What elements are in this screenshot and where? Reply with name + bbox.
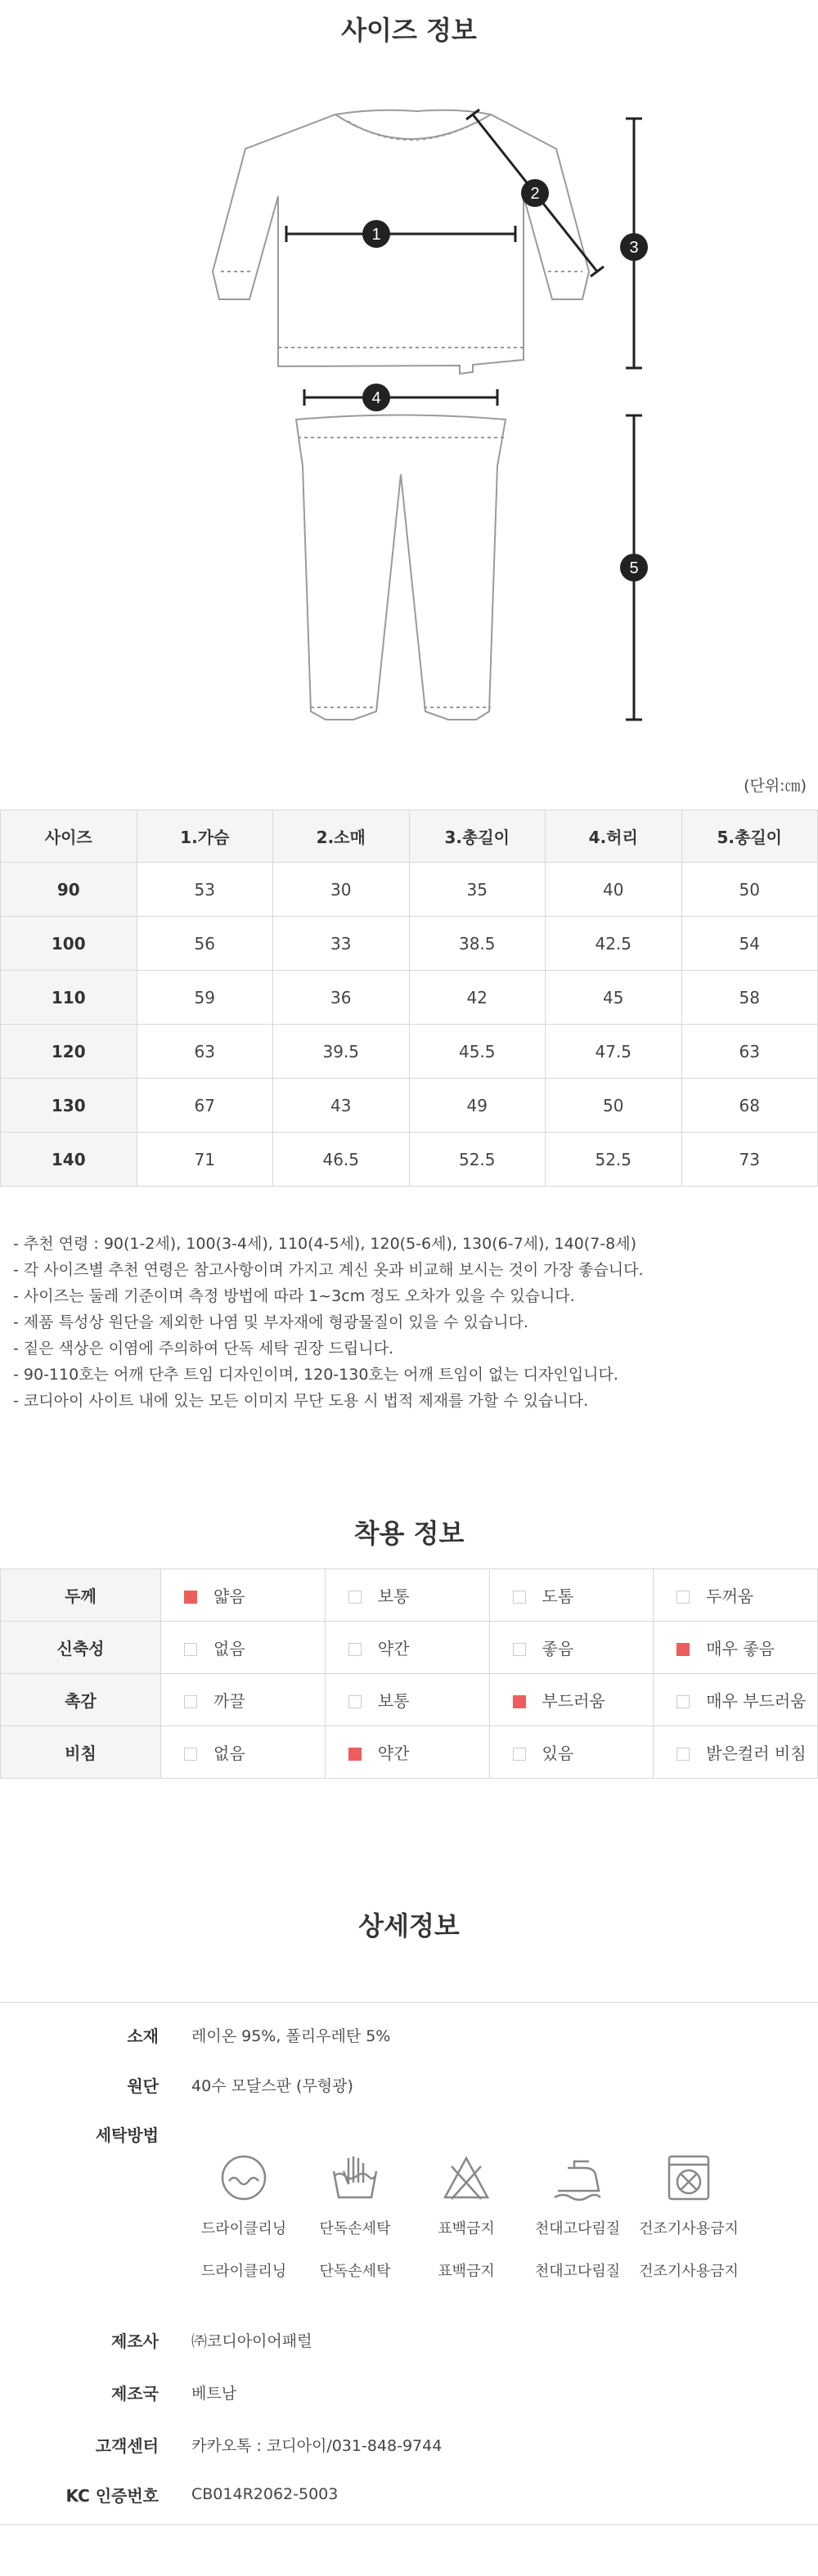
option-label: 좋음 <box>542 1639 574 1658</box>
note-line: - 제품 특성상 원단을 제외한 나염 및 부자재에 형광물질이 있을 수 있습니다. <box>13 1313 528 1331</box>
care-item <box>299 2152 411 2281</box>
table-row <box>1 863 818 917</box>
wear-option <box>489 1569 654 1622</box>
wear-option <box>489 1622 654 1674</box>
marker-3: 3 <box>629 239 639 257</box>
care-item <box>411 2152 522 2281</box>
table-cell: 45.5 <box>409 1025 546 1079</box>
col-header: 3.총길이 <box>409 810 546 863</box>
wear-info-title: 착용 정보 <box>353 1518 465 1549</box>
wear-row-sheerness <box>1 1726 818 1779</box>
table-cell: 39.5 <box>273 1025 410 1079</box>
wear-option <box>325 1726 489 1779</box>
iron-cloth-icon <box>551 2152 604 2204</box>
option-label: 까끌 <box>213 1691 245 1711</box>
detail-value: 레이온 95%, 폴리우레탄 5% <box>191 2026 391 2045</box>
option-label: 매우 부드러움 <box>706 1691 807 1711</box>
checkbox-checked <box>513 1695 526 1708</box>
care-label-2: 표백금지 <box>438 2263 495 2280</box>
col-header: 2.소매 <box>273 810 410 863</box>
option-label: 약간 <box>377 1639 410 1658</box>
hand-wash-icon <box>329 2152 381 2204</box>
table-cell: 63 <box>137 1025 273 1079</box>
detail-value: ㈜코디아이어패럴 <box>191 2331 312 2350</box>
note-line: - 짙은 색상은 이염에 주의하여 단독 세탁 권장 드립니다. <box>13 1340 394 1358</box>
note-line: - 90-110호는 어깨 단추 트임 디자인이며, 120-130호는 어깨 트임이 없는 디자인입니다. <box>13 1366 618 1384</box>
table-cell: 63 <box>681 1025 818 1079</box>
checkbox <box>513 1591 526 1604</box>
detail-info-title: 상세정보 <box>358 1910 460 1941</box>
col-header: 1.가슴 <box>137 810 273 863</box>
note-line: - 추천 연령 : 90(1-2세), 100(3-4세), 110(4-5세), 120(5-6세), 130(6-7세), 140(7-8세) <box>13 1235 637 1253</box>
no-bleach-icon <box>440 2152 492 2204</box>
table-cell: 30 <box>273 863 410 917</box>
checkbox-checked <box>184 1591 197 1604</box>
checkbox <box>184 1695 197 1708</box>
table-row <box>1 1133 818 1187</box>
checkbox-checked <box>676 1643 690 1656</box>
detail-row-material <box>0 2003 818 2058</box>
note-line: - 사이즈는 둘레 기준이며 측정 방법에 따라 1~3cm 정도 오차가 있을 수 있습니다. <box>13 1287 575 1305</box>
table-row <box>1 917 818 971</box>
wear-option <box>161 1569 326 1622</box>
wear-option <box>654 1674 818 1726</box>
size-cell: 130 <box>1 1079 137 1133</box>
option-label: 부드러움 <box>542 1691 605 1711</box>
detail-row-country <box>0 2366 818 2418</box>
table-cell: 40 <box>546 863 682 917</box>
detail-label: 세탁방법 <box>95 2125 159 2145</box>
col-header: 4.허리 <box>546 810 682 863</box>
pants-outline <box>296 415 506 720</box>
col-header: 사이즈 <box>1 810 137 863</box>
col-header: 5.총길이 <box>681 810 818 863</box>
care-icons <box>188 2152 744 2281</box>
checkbox <box>676 1748 690 1761</box>
table-cell: 52.5 <box>546 1133 682 1187</box>
table-cell: 54 <box>681 917 818 971</box>
size-table-header <box>1 810 818 863</box>
option-label: 약간 <box>377 1744 410 1763</box>
care-label-2: 건조기사용금지 <box>639 2263 739 2280</box>
care-label-2: 드라이클리닝 <box>200 2263 287 2280</box>
table-cell: 42.5 <box>546 917 682 971</box>
table-cell: 50 <box>546 1079 682 1133</box>
table-cell: 47.5 <box>546 1025 682 1079</box>
checkbox-checked <box>348 1748 362 1761</box>
checkbox <box>348 1591 362 1604</box>
checkbox <box>184 1748 197 1761</box>
checkbox <box>184 1643 197 1656</box>
wear-row-texture <box>1 1674 818 1726</box>
wear-row-label: 두께 <box>1 1569 161 1622</box>
table-cell: 50 <box>681 863 818 917</box>
option-label: 밝은컬러 비침 <box>706 1744 807 1763</box>
option-label: 없음 <box>213 1744 245 1763</box>
wear-option <box>325 1569 489 1622</box>
detail-label: 원단 <box>127 2076 159 2096</box>
table-cell: 53 <box>137 863 273 917</box>
size-info-title: 사이즈 정보 <box>341 15 477 46</box>
care-item <box>633 2152 744 2281</box>
no-tumble-dry-icon <box>663 2152 715 2204</box>
detail-label: 고객센터 <box>95 2435 159 2456</box>
table-cell: 36 <box>273 971 410 1025</box>
wear-row-label: 비침 <box>1 1726 161 1779</box>
wear-row-thickness <box>1 1569 818 1622</box>
note-line: - 각 사이즈별 추천 연령은 참고사항이며 가지고 계신 옷과 비교해 보시는 것이 가장 좋습니다. <box>13 1261 644 1279</box>
care-label: 드라이클리닝 <box>200 2220 287 2237</box>
table-cell: 43 <box>273 1079 410 1133</box>
detail-table <box>0 2002 818 2525</box>
table-cell: 33 <box>273 917 410 971</box>
table-cell: 71 <box>137 1133 273 1187</box>
table-cell: 58 <box>681 971 818 1025</box>
detail-row-maker <box>0 2313 818 2366</box>
table-cell: 52.5 <box>409 1133 546 1187</box>
table-cell: 73 <box>681 1133 818 1187</box>
care-item <box>188 2152 299 2281</box>
marker-1: 1 <box>371 226 381 244</box>
care-label: 표백금지 <box>438 2220 495 2237</box>
wear-option <box>161 1674 326 1726</box>
detail-label: 제조국 <box>111 2383 159 2403</box>
option-label: 매우 좋음 <box>706 1639 775 1658</box>
checkbox <box>348 1643 362 1656</box>
marker-4: 4 <box>371 389 381 407</box>
wear-option <box>654 1622 818 1674</box>
care-label: 건조기사용금지 <box>639 2220 739 2237</box>
wear-option <box>161 1726 326 1779</box>
size-cell: 90 <box>1 863 137 917</box>
wear-row-label: 촉감 <box>1 1674 161 1726</box>
table-cell: 49 <box>409 1079 546 1133</box>
table-cell: 38.5 <box>409 917 546 971</box>
table-row <box>1 1079 818 1133</box>
wear-row-elasticity <box>1 1622 818 1674</box>
care-label-2: 단독손세탁 <box>319 2263 391 2280</box>
table-cell: 42 <box>409 971 546 1025</box>
table-cell: 45 <box>546 971 682 1025</box>
detail-value: 40수 모달스판 (무형광) <box>191 2076 353 2095</box>
table-row <box>1 971 818 1025</box>
wear-row-label: 신축성 <box>1 1622 161 1674</box>
size-cell: 120 <box>1 1025 137 1079</box>
detail-row-cs <box>0 2418 818 2471</box>
wear-option <box>325 1622 489 1674</box>
option-label: 얇음 <box>213 1586 245 1606</box>
option-label: 두꺼움 <box>706 1586 754 1606</box>
checkbox <box>676 1591 690 1604</box>
unit-label: (단위:㎝) <box>744 777 807 795</box>
table-cell: 68 <box>681 1079 818 1133</box>
wear-option <box>325 1674 489 1726</box>
garment-diagram <box>0 57 818 793</box>
care-label-2: 천대고다림질 <box>534 2263 621 2280</box>
table-cell: 46.5 <box>273 1133 410 1187</box>
option-label: 보통 <box>377 1586 410 1606</box>
checkbox <box>676 1695 690 1708</box>
top-outline <box>213 110 589 374</box>
table-cell: 35 <box>409 863 546 917</box>
checkbox <box>513 1748 526 1761</box>
wear-option <box>489 1674 654 1726</box>
option-label: 도톰 <box>542 1586 574 1606</box>
care-label: 단독손세탁 <box>319 2220 391 2237</box>
table-cell: 56 <box>137 917 273 971</box>
wear-option <box>161 1622 326 1674</box>
detail-label: KC 인증번호 <box>65 2485 159 2506</box>
size-table <box>0 810 818 1187</box>
wear-option <box>654 1569 818 1622</box>
detail-value: 카카오톡 : 코디아이/031-848-9744 <box>191 2436 443 2455</box>
detail-label: 제조사 <box>111 2331 159 2351</box>
care-label: 천대고다림질 <box>534 2220 621 2237</box>
table-cell: 67 <box>137 1079 273 1133</box>
size-cell: 100 <box>1 917 137 971</box>
size-notes <box>13 1231 644 1414</box>
marker-5: 5 <box>629 559 639 577</box>
note-line: - 코디아이 사이트 내에 있는 모든 이미지 무단 도용 시 법적 제재를 가할 수 있습니다. <box>13 1392 589 1410</box>
dry-clean-icon <box>218 2152 270 2204</box>
detail-row-wash <box>0 2111 818 2313</box>
checkbox <box>348 1695 362 1708</box>
table-cell: 59 <box>137 971 273 1025</box>
care-item <box>522 2152 633 2281</box>
detail-value: 베트남 <box>191 2384 237 2403</box>
option-label: 있음 <box>542 1744 574 1763</box>
detail-label: 소재 <box>127 2026 159 2046</box>
size-cell: 140 <box>1 1133 137 1187</box>
option-label: 보통 <box>377 1691 410 1711</box>
detail-value: CB014R2062-5003 <box>191 2485 339 2503</box>
wear-table <box>0 1568 818 1779</box>
table-row <box>1 1025 818 1079</box>
detail-row-fabric <box>0 2058 818 2111</box>
detail-row-kc <box>0 2471 818 2524</box>
wear-option <box>654 1726 818 1779</box>
checkbox <box>513 1643 526 1656</box>
size-cell: 110 <box>1 971 137 1025</box>
option-label: 없음 <box>213 1639 245 1658</box>
wear-option <box>489 1726 654 1779</box>
marker-2: 2 <box>530 185 540 203</box>
